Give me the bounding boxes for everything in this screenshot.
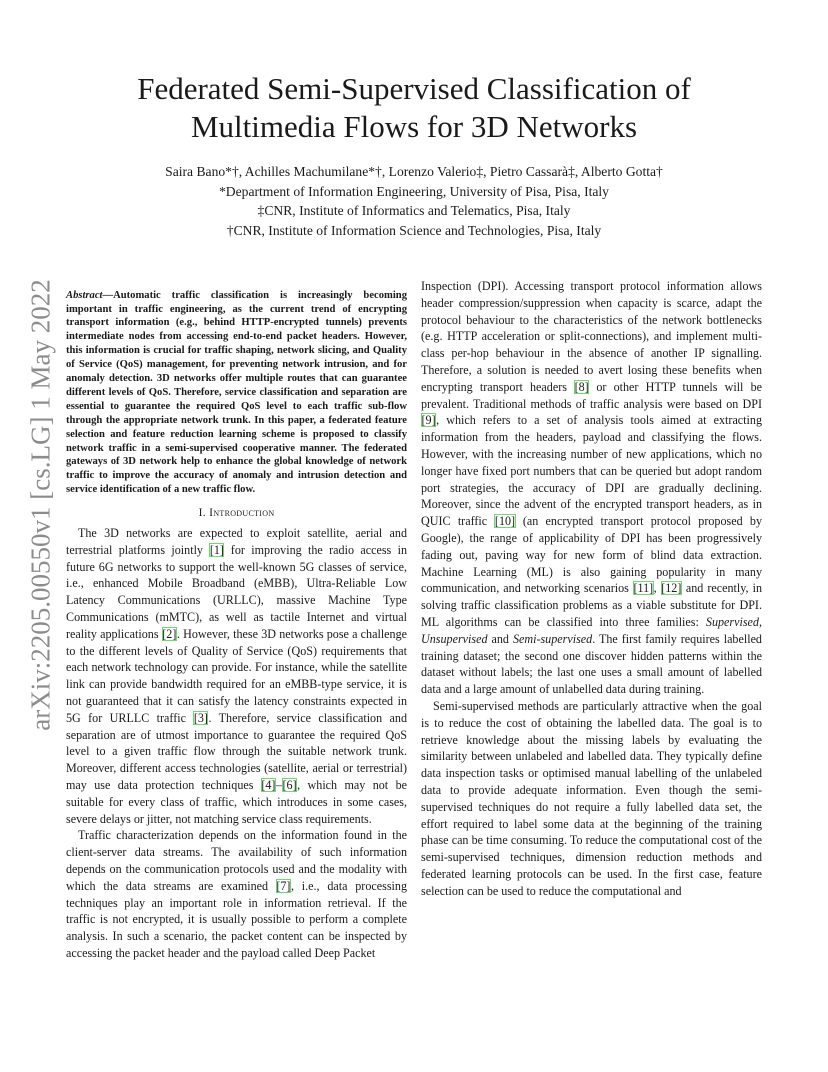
affiliation-isti: †CNR, Institute of Information Science and Technologies, Pisa, Italy: [226, 222, 602, 238]
arxiv-stamp: [20, 279, 62, 731]
citation-link[interactable]: [4]: [261, 777, 276, 792]
intro-paragraph-3: Semi-supervised methods are particularly attractive when the goal is to reduce the cost of obtaining the labelled data. The goal is to retrieve knowledge about the missing labels by evaluating the similarity between unlabeled and labelled data. They typically define data inspection tasks or optimised manual labelling of the unlabeled data to provide adequate information. Even though the semi-supervised techniques do not require a fully labelled data set, the effort required to label some data at the beginning of the training phase can be time consuming. To reduce the computational cost of the semi-supervised techniques, dimension reduction methods and federated learning protocols can be used. In the first case, feature selection can be used to reduce the computational and: [421, 698, 762, 898]
affiliation-unipi: *Department of Information Engineering, University of Pisa, Pisa, Italy: [219, 183, 609, 199]
text-run: ,: [758, 614, 762, 629]
citation-link[interactable]: [2]: [162, 626, 177, 641]
text-run: , i.e., data processing techniques play an important role in information retrieval. If the traffic is not encrypted, it is usually possible to perform a complete analysis. In such a scenario, the packet content can be inspected by accessing the packet header and the payload called Deep Packet: [66, 878, 407, 960]
text-run: or other HTTP tunnels will be prevalent. Traditional methods of traffic analysis were based on DPI: [421, 379, 762, 411]
intro-paragraph-1: [66, 525, 407, 827]
text-run: . However, these 3D networks pose a challenge to the different levels of Quality of Service (QoS) requirements that each network technology can provide. For instance, while the satellite link can provide bandwidth required for an eMBB-type service, it is not guaranteed that it can satisfy the latency constraints expected in 5G for URLLC traffic: [66, 626, 408, 725]
citation-link[interactable]: [7]: [276, 878, 291, 893]
text-run: . The first family requires labelled training dataset; the second one discover hidden patterns within the dataset without labels; the last one uses a small amount of labelled data and a large amount of unlabelled data during training.: [421, 631, 762, 697]
title-line-2: Multimedia Flows for 3D Networks: [190, 109, 638, 144]
abstract: [66, 289, 407, 498]
citation-link[interactable]: [1]: [209, 542, 224, 557]
section-title: Introduction: [209, 506, 275, 520]
intro-paragraph-2-continued: [421, 278, 762, 698]
text-run: . Therefore, service classification and separation are of utmost importance to guarantee the required QoS level to a given traffic flow through the suitable network trunk. Moreover, different access technologies (satellite, aerial or terrestrial) may use data protection techniques: [66, 710, 407, 792]
term-unsupervised: Unsupervised: [421, 631, 488, 646]
text-run: for improving the radio access in future 6G networks to support the well-known 5G classes of service, i.e., enhanced Mobile Broadband (eMBB), Ultra-Reliable Low Latency Communications (URLLC), massive Machine Type Communications (mMTC), as well as tactile Internet and virtual reality applications: [66, 542, 407, 641]
term-semi-supervised: Semi-supervised: [512, 631, 593, 646]
text-run: and: [487, 631, 513, 646]
author-list: Saira Bano*†, Achilles Machumilane*†, Lorenzo Valerio‡, Pietro Cassarà‡, Alberto Gotta†: [165, 164, 663, 179]
text-run: and recently, in solving traffic classification problems as a viable substitute for DPI. ML algorithms can be classified into three families:: [421, 581, 763, 629]
section-heading-introduction: [66, 505, 407, 522]
abstract-label: Abstract: [66, 289, 103, 301]
arxiv-identifier: arXiv:2205.00550v1 [cs.LG] 1 May 2022: [25, 279, 56, 731]
affiliation-iit: ‡CNR, Institute of Informatics and Telematics, Pisa, Italy: [257, 203, 571, 218]
citation-link[interactable]: [10]: [494, 514, 516, 529]
citation-link[interactable]: [8]: [574, 379, 589, 394]
paper-title: [60, 70, 768, 146]
right-column: [421, 278, 762, 899]
text-run: (an encrypted transport protocol proposed by Google), the range of applicability of DPI has been progressively fading out, paving way for new form of blind data extraction. Machine Learning (ML) is also gaining popularity in many communication, and networking scenarios: [421, 514, 763, 596]
citation-link[interactable]: [11]: [633, 581, 654, 596]
text-run: , which may not be suitable for every class of traffic, which introduces in some cases, severe delays or jitter, not matching service class requirements.: [66, 777, 407, 826]
text-run: Inspection (DPI). Accessing transport protocol information allows header compression/suppression when capacity is scarce, adapt the protocol behaviour to the characteristics of the network bottlenecks (e.g. HTTP acceleration or split-connections), and implement multi-class per-hop behaviour in the absence of another IP signalling. Therefore, a solution is needed to avert losing these benefits when encrypting transport headers: [421, 279, 762, 394]
title-line-1: Federated Semi-Supervised Classification of: [137, 71, 691, 106]
abstract-text: —Automatic traffic classification is increasingly becoming important in traffic engineering, as the current trend of encrypting transport information (e.g., behind HTTP-encrypted tunnels) prevents intermediate nodes from accessing end-to-end packet headers. However, this information is crucial for traffic shaping, network slicing, and Quality of Service (QoS) management, for preventing network intrusion, and for anomaly detection. 3D networks offer multiple routes that can guarantee different levels of QoS. Therefore, service classification and separation are essential to guarantee the required QoS level to each traffic sub-flow through the appropriate network trunk. In this paper, a federated feature selection and feature reduction learning scheme is proposed to classify network traffic in a semi-supervised cooperative manner. The federated gateways of 3D network help to enhance the global knowledge of network traffic to improve the accuracy of anomaly and intrusion detection and service identification of a new traffic flow.: [66, 289, 407, 496]
citation-link[interactable]: [12]: [661, 581, 682, 596]
text-run: –: [275, 777, 282, 792]
text-run: The 3D networks are expected to exploit satellite, aerial and terrestrial platforms jointly: [66, 525, 407, 557]
intro-paragraph-2: [66, 827, 407, 961]
text-run: , which refers to a set of analysis tools aimed at extracting information from the headers, payload and classifying the flows. However, with the increasing number of new applications, which no longer have fixed port numbers that can be queried but adopt random port strategies, the accuracy of DPI are gradually declining. Moreover, since the advent of the encrypted transport headers, as in QUIC traffic: [421, 413, 762, 529]
citation-link[interactable]: [3]: [193, 710, 208, 725]
citation-link[interactable]: [6]: [282, 777, 297, 792]
citation-link[interactable]: [9]: [421, 413, 436, 428]
text-run: ,: [653, 581, 661, 596]
section-number: I.: [198, 506, 206, 520]
text-run: Traffic characterization depends on the information found in the client-server data streams. The availability of such information depends on the communication protocols used and the modality with which the data streams are examined: [66, 828, 407, 893]
left-column: [66, 278, 407, 962]
term-supervised: Supervised: [705, 614, 759, 629]
author-block: [60, 162, 768, 240]
